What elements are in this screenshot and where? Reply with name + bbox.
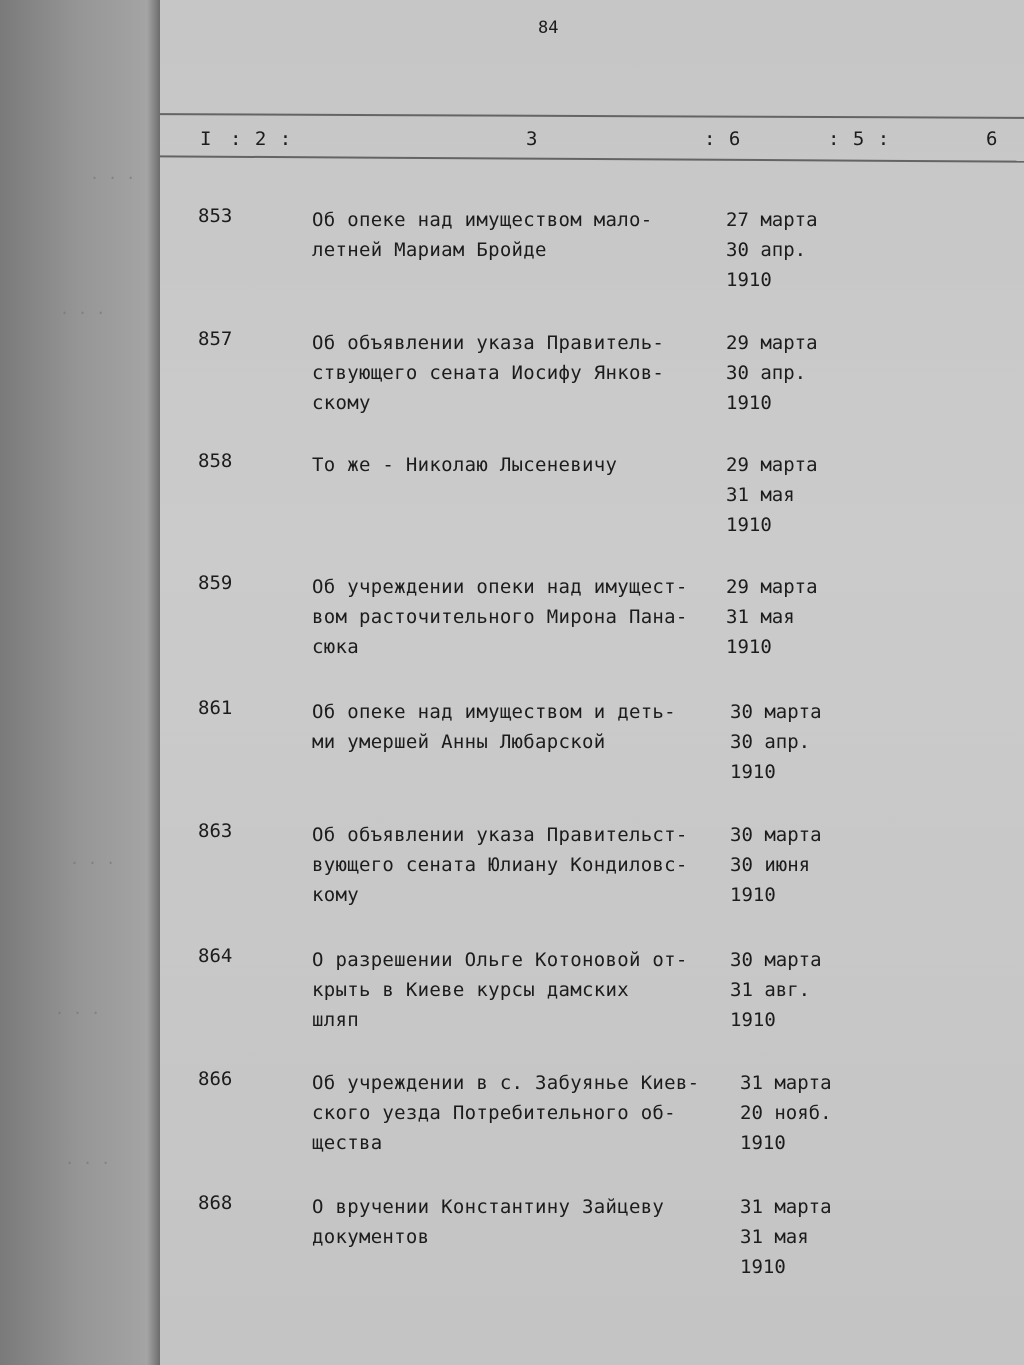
entry-title-line: Об объявлении указа Правитель- — [312, 332, 665, 354]
entry-dates — [740, 1192, 870, 1282]
column-header-1: I — [200, 128, 213, 150]
entry-title — [312, 945, 732, 1035]
entry-title-line: сюка — [312, 636, 359, 658]
entry-date-line: 31 мая — [726, 484, 795, 506]
column-header-6: 6 — [986, 128, 999, 150]
entry-number: 868 — [198, 1192, 233, 1214]
entry-title-line: шляп — [312, 1009, 359, 1031]
entry-title-line: То же - Николаю Лысеневичу — [312, 454, 618, 476]
entry-date-line: 29 марта — [726, 576, 818, 598]
entry-number: 866 — [198, 1068, 233, 1090]
entry-number: 863 — [198, 820, 233, 842]
entry-title-line: летней Мариам Бройде — [312, 239, 547, 261]
entry-title-line: документов — [312, 1226, 430, 1248]
header-rule-bottom — [160, 155, 1024, 162]
entry-title — [312, 450, 732, 480]
document-page — [160, 0, 1024, 1365]
header-rule-top — [160, 113, 1024, 119]
entry-number: 864 — [198, 945, 233, 967]
entry-title-line: Об учреждении опеки над имущест- — [312, 576, 688, 598]
entry-date-line: 1910 — [726, 514, 772, 536]
entry-date-line: 1910 — [740, 1132, 786, 1154]
entry-number: 857 — [198, 328, 233, 350]
entry-title-line: ствующего сената Иосифу Янков- — [312, 362, 665, 384]
entry-date-line: 1910 — [726, 392, 772, 414]
entry-title-line: О разрешении Ольге Котоновой от- — [312, 949, 688, 971]
entry-date-line: 31 мая — [740, 1226, 809, 1248]
column-header-4: : 6 — [704, 128, 742, 150]
column-header-3: 3 — [526, 128, 539, 150]
entry-title — [312, 1068, 732, 1158]
entry-date-line: 20 нояб. — [740, 1102, 832, 1124]
entry-date-line: 1910 — [730, 1009, 776, 1031]
entry-title — [312, 205, 732, 265]
entry-title-line: Об объявлении указа Правительст- — [312, 824, 688, 846]
entry-title-line: О вручении Константину Зайцеву — [312, 1196, 665, 1218]
entry-date-line: 31 авг. — [730, 979, 811, 1001]
entry-title-line: скому — [312, 392, 371, 414]
entry-dates — [726, 572, 856, 662]
entry-title — [312, 697, 732, 757]
entry-date-line: 30 марта — [730, 949, 822, 971]
column-header-2: : 2 : — [230, 128, 293, 150]
entry-title-line: ского уезда Потребительного об- — [312, 1102, 676, 1124]
column-header-5: : 5 : — [828, 128, 891, 150]
entry-title-line: вующего сената Юлиану Кондиловс- — [312, 854, 688, 876]
page-number: 84 — [538, 18, 559, 38]
entry-date-line: 30 марта — [730, 824, 822, 846]
entry-date-line: 1910 — [730, 761, 776, 783]
entry-dates — [726, 205, 856, 295]
entry-date-line: 30 апр. — [726, 239, 807, 261]
entry-date-line: 1910 — [730, 884, 776, 906]
entry-title — [312, 572, 732, 662]
entry-date-line: 30 марта — [730, 701, 822, 723]
entry-date-line: 29 марта — [726, 454, 818, 476]
entry-date-line: 31 марта — [740, 1072, 832, 1094]
entry-title — [312, 1192, 732, 1252]
entry-number: 858 — [198, 450, 233, 472]
entry-title — [312, 328, 732, 418]
adjacent-page-edge: . . . . . . . . . . . . . . . — [0, 0, 160, 1365]
entry-title-line: вом расточительного Мирона Пана- — [312, 606, 688, 628]
entry-date-line: 30 апр. — [730, 731, 811, 753]
entry-dates — [730, 697, 860, 787]
entry-title-line: крыть в Киеве курсы дамских — [312, 979, 629, 1001]
entry-date-line: 31 марта — [740, 1196, 832, 1218]
entry-title-line: щества — [312, 1132, 383, 1154]
entry-date-line: 30 апр. — [726, 362, 807, 384]
entry-title-line: Об опеке над имуществом и деть- — [312, 701, 676, 723]
entry-title-line: Об учреждении в с. Забуянье Киев- — [312, 1072, 700, 1094]
entry-title-line: Об опеке над имуществом мало- — [312, 209, 653, 231]
entry-number: 861 — [198, 697, 233, 719]
entry-title-line: кому — [312, 884, 359, 906]
entry-dates — [726, 328, 856, 418]
entry-date-line: 29 марта — [726, 332, 818, 354]
entry-dates — [740, 1068, 870, 1158]
entry-number: 859 — [198, 572, 233, 594]
entry-date-line: 31 мая — [726, 606, 795, 628]
entry-date-line: 1910 — [726, 636, 772, 658]
entry-date-line: 1910 — [740, 1256, 786, 1278]
entry-dates — [730, 945, 860, 1035]
entry-title-line: ми умершей Анны Любарской — [312, 731, 606, 753]
entry-dates — [726, 450, 856, 540]
entry-number: 853 — [198, 205, 233, 227]
entry-dates — [730, 820, 860, 910]
entry-date-line: 1910 — [726, 269, 772, 291]
entry-date-line: 30 июня — [730, 854, 811, 876]
entry-date-line: 27 марта — [726, 209, 818, 231]
entry-title — [312, 820, 732, 910]
